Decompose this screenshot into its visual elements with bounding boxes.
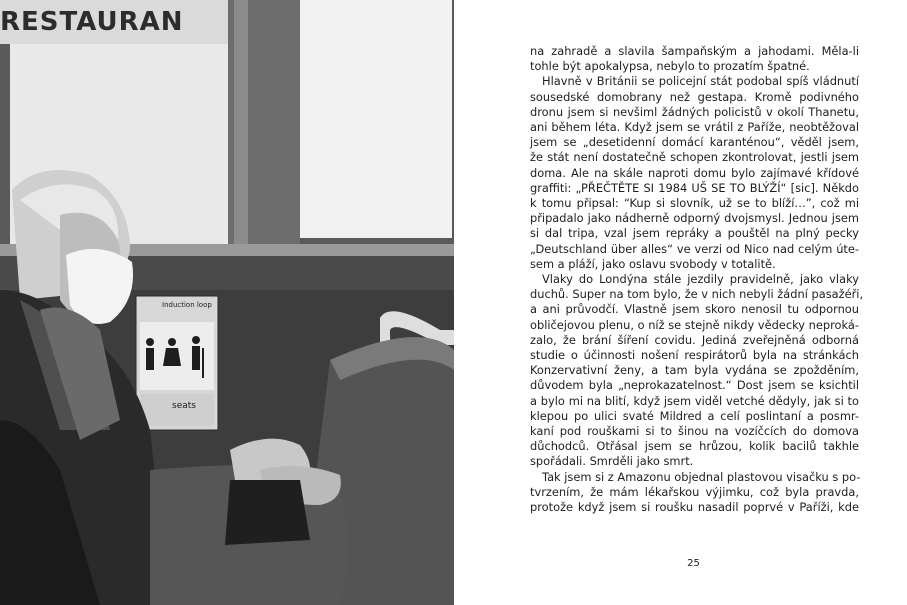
body-text — [530, 44, 864, 515]
text-line: a bylo mi na blití, když jsem viděl vetché dědyly, jak si to — [530, 393, 859, 408]
text-line: protože když jsem si roušku nasadil poprvé v Paříži, kde — [530, 500, 859, 515]
text-line: tohle být apokalypsa, nebylo to prozatím špatné. — [530, 59, 810, 74]
text-line: Vlaky do Londýna stále jezdily pravidelně, jako vlaky — [542, 272, 859, 287]
text-line: připadalo jako nádherně odporný dvojsmysl. Jednou jsem — [530, 211, 859, 226]
text-line: tvrzením, že mám lékařskou výjimku, což byla pravda, — [530, 484, 859, 499]
page-number: 25 — [687, 558, 700, 569]
text-line: na zahradě a slavila šampaňským a jahodami. Měla-li — [530, 44, 859, 58]
text-line: k tomu připsal: “Kup si slovník, už se to blíží…”, což mi — [530, 196, 859, 211]
text-line: graffiti: „PŘEČTĚTE SI 1984 UŠ SE TO BLÝŽÍ“ [sic]. Někdo — [530, 180, 859, 195]
text-line: ani během léta. Když jsem se vrátil z Paříže, neobtěžoval — [530, 120, 859, 135]
text-line: doma. Ale na skále naproti domu bylo zajímavé křídové — [530, 165, 859, 180]
text-line: důvodem byla „neprokazatelnost.“ Dost jsem se ksichtil — [530, 378, 859, 393]
restaurant-sign: RESTAURAN — [0, 7, 184, 37]
text-line: duchů. Super na tom bylo, že v nich nebyli žádní pasažéři, — [530, 287, 864, 302]
text-line: a ani průvodčí. Vlastně jsem skoro nenosil tu odpornou — [530, 302, 859, 317]
text-line: Konzervativní ženy, a tam byla vydána se zpožděním, — [530, 363, 859, 378]
text-line: Hlavně v Británii se policejní stát podobal spíš vládnutí — [542, 74, 859, 89]
text-line: „Deutschland über alles“ ve verzi od Nico nad celým úte- — [530, 241, 859, 256]
text-line: sem a pláží, jako oslavu svobody v totalitě. — [530, 256, 776, 271]
text-line: obličejovou plenu, o níž se stejně nikdy vědecky neproká- — [530, 317, 859, 332]
text-line: že stát není dostatečně schopen zkontrolovat, jestli jsem — [530, 150, 859, 165]
text-line: jsem se „desetidenní domácí karanténou“, věděl jsem, — [530, 135, 859, 150]
text-line: studie o účinnosti nošení respirátorů byla na stránkách — [530, 348, 859, 363]
induction-loop-sign-text: Induction loop — [162, 301, 212, 309]
text-line: klepou po ulici svaté Mildred a celí poslintaní a posmr- — [530, 408, 859, 423]
text-line: zalo, že brání šíření covidu. Jediná zveřejněná odborná — [530, 332, 859, 347]
text-line: si dal tripa, vzal jsem repráky a pouštěl na plný pecky — [530, 226, 859, 241]
priority-seats-sign-text: seats — [172, 401, 196, 411]
text-line: sousedské domobrany než gestapa. Kromě podivného — [530, 89, 859, 104]
text-line: důchodců. Otřásal jsem se hrůzou, kolik bacilů takhle — [530, 439, 859, 454]
text-line: Tak jsem si z Amazonu objednal plastovou visačku s po- — [542, 469, 861, 484]
text-line: dronu jsem si nevšiml žádných policistů v okolí Thanetu, — [530, 104, 859, 119]
text-line: kaní pod rouškami si to šinou na vozíčcích do domova — [530, 424, 859, 439]
text-page — [454, 0, 907, 605]
text-line: spořádali. Smrděli jako smrt. — [530, 454, 694, 469]
